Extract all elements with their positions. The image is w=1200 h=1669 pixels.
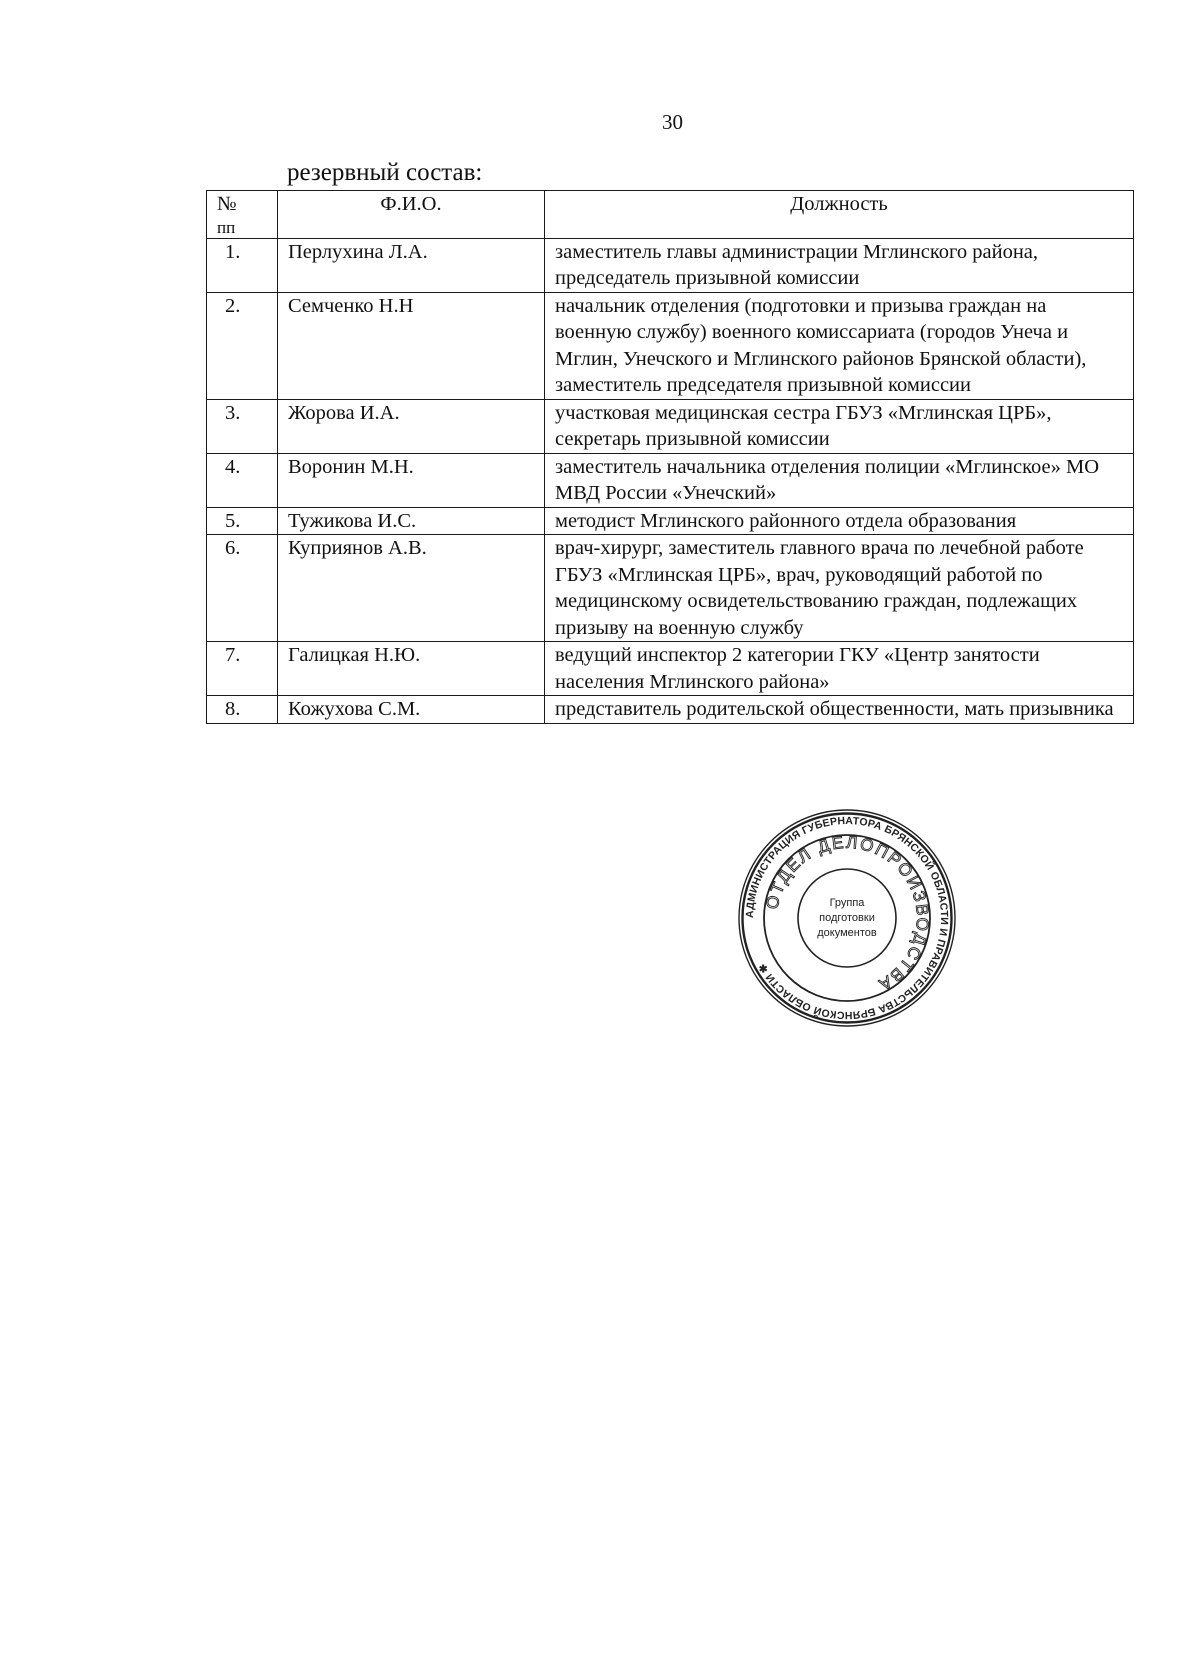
row-number: 2. [207, 292, 278, 399]
row-name: Воронин М.Н. [278, 453, 545, 507]
official-stamp [737, 808, 957, 1028]
row-number: 8. [207, 696, 278, 724]
row-position: врач-хирург, заместитель главного врача по лечебной работе ГБУЗ «Мглинская ЦРБ», врач, руководящий работой по медицинскому освидетельствованию граждан, подлежащих призыву на военную службу [545, 535, 1134, 642]
table-row [207, 696, 1134, 724]
header-position: Должность [545, 191, 1134, 239]
row-number: 5. [207, 507, 278, 535]
stamp-center-line3: документов [817, 927, 877, 939]
row-name: Жорова И.А. [278, 399, 545, 453]
table-header-row [207, 191, 1134, 239]
row-number: 7. [207, 642, 278, 696]
table-row [207, 399, 1134, 453]
header-number [207, 191, 278, 239]
reserve-commission-table [206, 190, 1134, 724]
row-number: 6. [207, 535, 278, 642]
stamp-outer-ring-text: АДМИНИСТРАЦИЯ ГУБЕРНАТОРА БРЯНСКОЙ ОБЛАСТИ И ПРАВИТЕЛЬСТВА БРЯНСКОЙ ОБЛАСТИ ✱ [743, 814, 951, 1022]
row-position: методист Мглинского районного отдела образования [545, 507, 1134, 535]
row-name: Куприянов А.В. [278, 535, 545, 642]
row-name: Галицкая Н.Ю. [278, 642, 545, 696]
row-number: 1. [207, 238, 278, 292]
row-number: 4. [207, 453, 278, 507]
row-name: Перлухина Л.А. [278, 238, 545, 292]
stamp-center-line1: Группа [829, 897, 865, 909]
table-row [207, 292, 1134, 399]
header-number-line1: № [217, 193, 237, 215]
row-name: Семченко Н.Н [278, 292, 545, 399]
row-position: представитель родительской общественности, мать призывника [545, 696, 1134, 724]
row-position: начальник отделения (подготовки и призыва граждан на военную службу) военного комиссариата (городов Унеча и Мглин, Унечского и Мглинского районов Брянской области), заместитель председателя призывной комиссии [545, 292, 1134, 399]
row-position: ведущий инспектор 2 категории ГКУ «Центр занятости населения Мглинского района» [545, 642, 1134, 696]
row-name: Кожухова С.М. [278, 696, 545, 724]
page-number: 30 [662, 110, 683, 134]
table-row [207, 238, 1134, 292]
stamp-inner-ring-text: ОТДЕЛ ДЕЛОПРОИЗВОДСТВА [762, 832, 933, 995]
stamp-center-line2: подготовки [819, 912, 875, 924]
table-row [207, 453, 1134, 507]
table-row [207, 642, 1134, 696]
header-name: Ф.И.О. [278, 191, 545, 239]
section-label: резервный состав: [287, 159, 483, 186]
row-name: Тужикова И.С. [278, 507, 545, 535]
table-row [207, 507, 1134, 535]
table-row [207, 535, 1134, 642]
header-number-line2: пп [217, 217, 236, 237]
row-position: заместитель начальника отделения полиции «Мглинское» МО МВД России «Унечский» [545, 453, 1134, 507]
row-position: заместитель главы администрации Мглинского района, председатель призывной комиссии [545, 238, 1134, 292]
row-number: 3. [207, 399, 278, 453]
row-position: участковая медицинская сестра ГБУЗ «Мглинская ЦРБ», секретарь призывной комиссии [545, 399, 1134, 453]
